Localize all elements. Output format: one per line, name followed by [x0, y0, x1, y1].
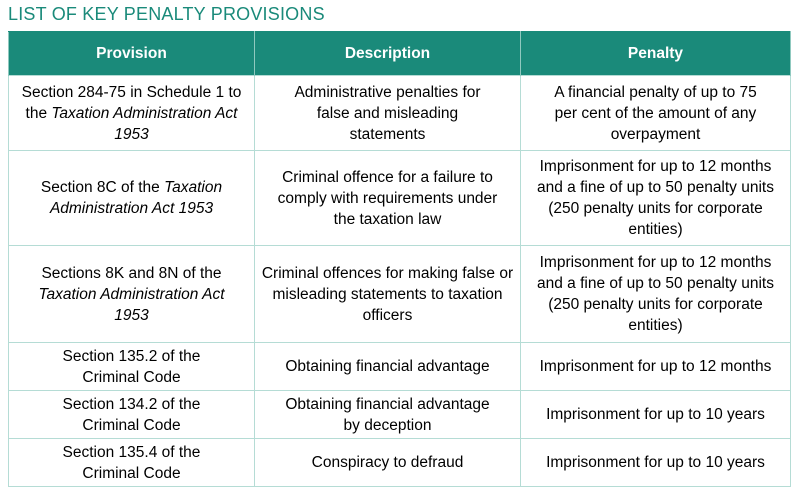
provision-cell: Section 134.2 of the Criminal Code [9, 391, 255, 439]
description-cell: Administrative penalties for false and misleading statements [255, 76, 521, 151]
column-header-penalty: Penalty [521, 32, 791, 76]
penalty-cell: A financial penalty of up to 75 per cent of the amount of any overpayment [521, 76, 791, 151]
column-header-description: Description [255, 32, 521, 76]
penalty-provisions-table [8, 31, 791, 487]
description-cell: Conspiracy to defraud [255, 439, 521, 487]
description-cell: Obtaining financial advantage by deception [255, 391, 521, 439]
provision-cell: Section 135.2 of the Criminal Code [9, 343, 255, 391]
table-row [9, 151, 791, 246]
table-row [9, 246, 791, 343]
penalty-cell: Imprisonment for up to 12 months and a fine of up to 50 penalty units (250 penalty units for corporate entities) [521, 246, 791, 343]
provision-cell: Section 135.4 of the Criminal Code [9, 439, 255, 487]
provision-cell: Section 284-75 in Schedule 1 to the Taxation Administration Act 1953 [9, 76, 255, 151]
table-row [9, 439, 791, 487]
table-row [9, 76, 791, 151]
provision-cell: Sections 8K and 8N of the Taxation Administration Act 1953 [9, 246, 255, 343]
table-header-row [9, 32, 791, 76]
table-row [9, 391, 791, 439]
penalty-cell: Imprisonment for up to 10 years [521, 391, 791, 439]
penalty-cell: Imprisonment for up to 12 months [521, 343, 791, 391]
description-cell: Criminal offence for a failure to comply with requirements under the taxation law [255, 151, 521, 246]
table-row [9, 343, 791, 391]
description-cell: Criminal offences for making false or misleading statements to taxation officers [255, 246, 521, 343]
provision-cell: Section 8C of the Taxation Administration Act 1953 [9, 151, 255, 246]
description-cell: Obtaining financial advantage [255, 343, 521, 391]
penalty-cell: Imprisonment for up to 12 months and a fine of up to 50 penalty units (250 penalty units for corporate entities) [521, 151, 791, 246]
column-header-provision: Provision [9, 32, 255, 76]
page-title: LIST OF KEY PENALTY PROVISIONS [8, 4, 325, 24]
penalty-cell: Imprisonment for up to 10 years [521, 439, 791, 487]
